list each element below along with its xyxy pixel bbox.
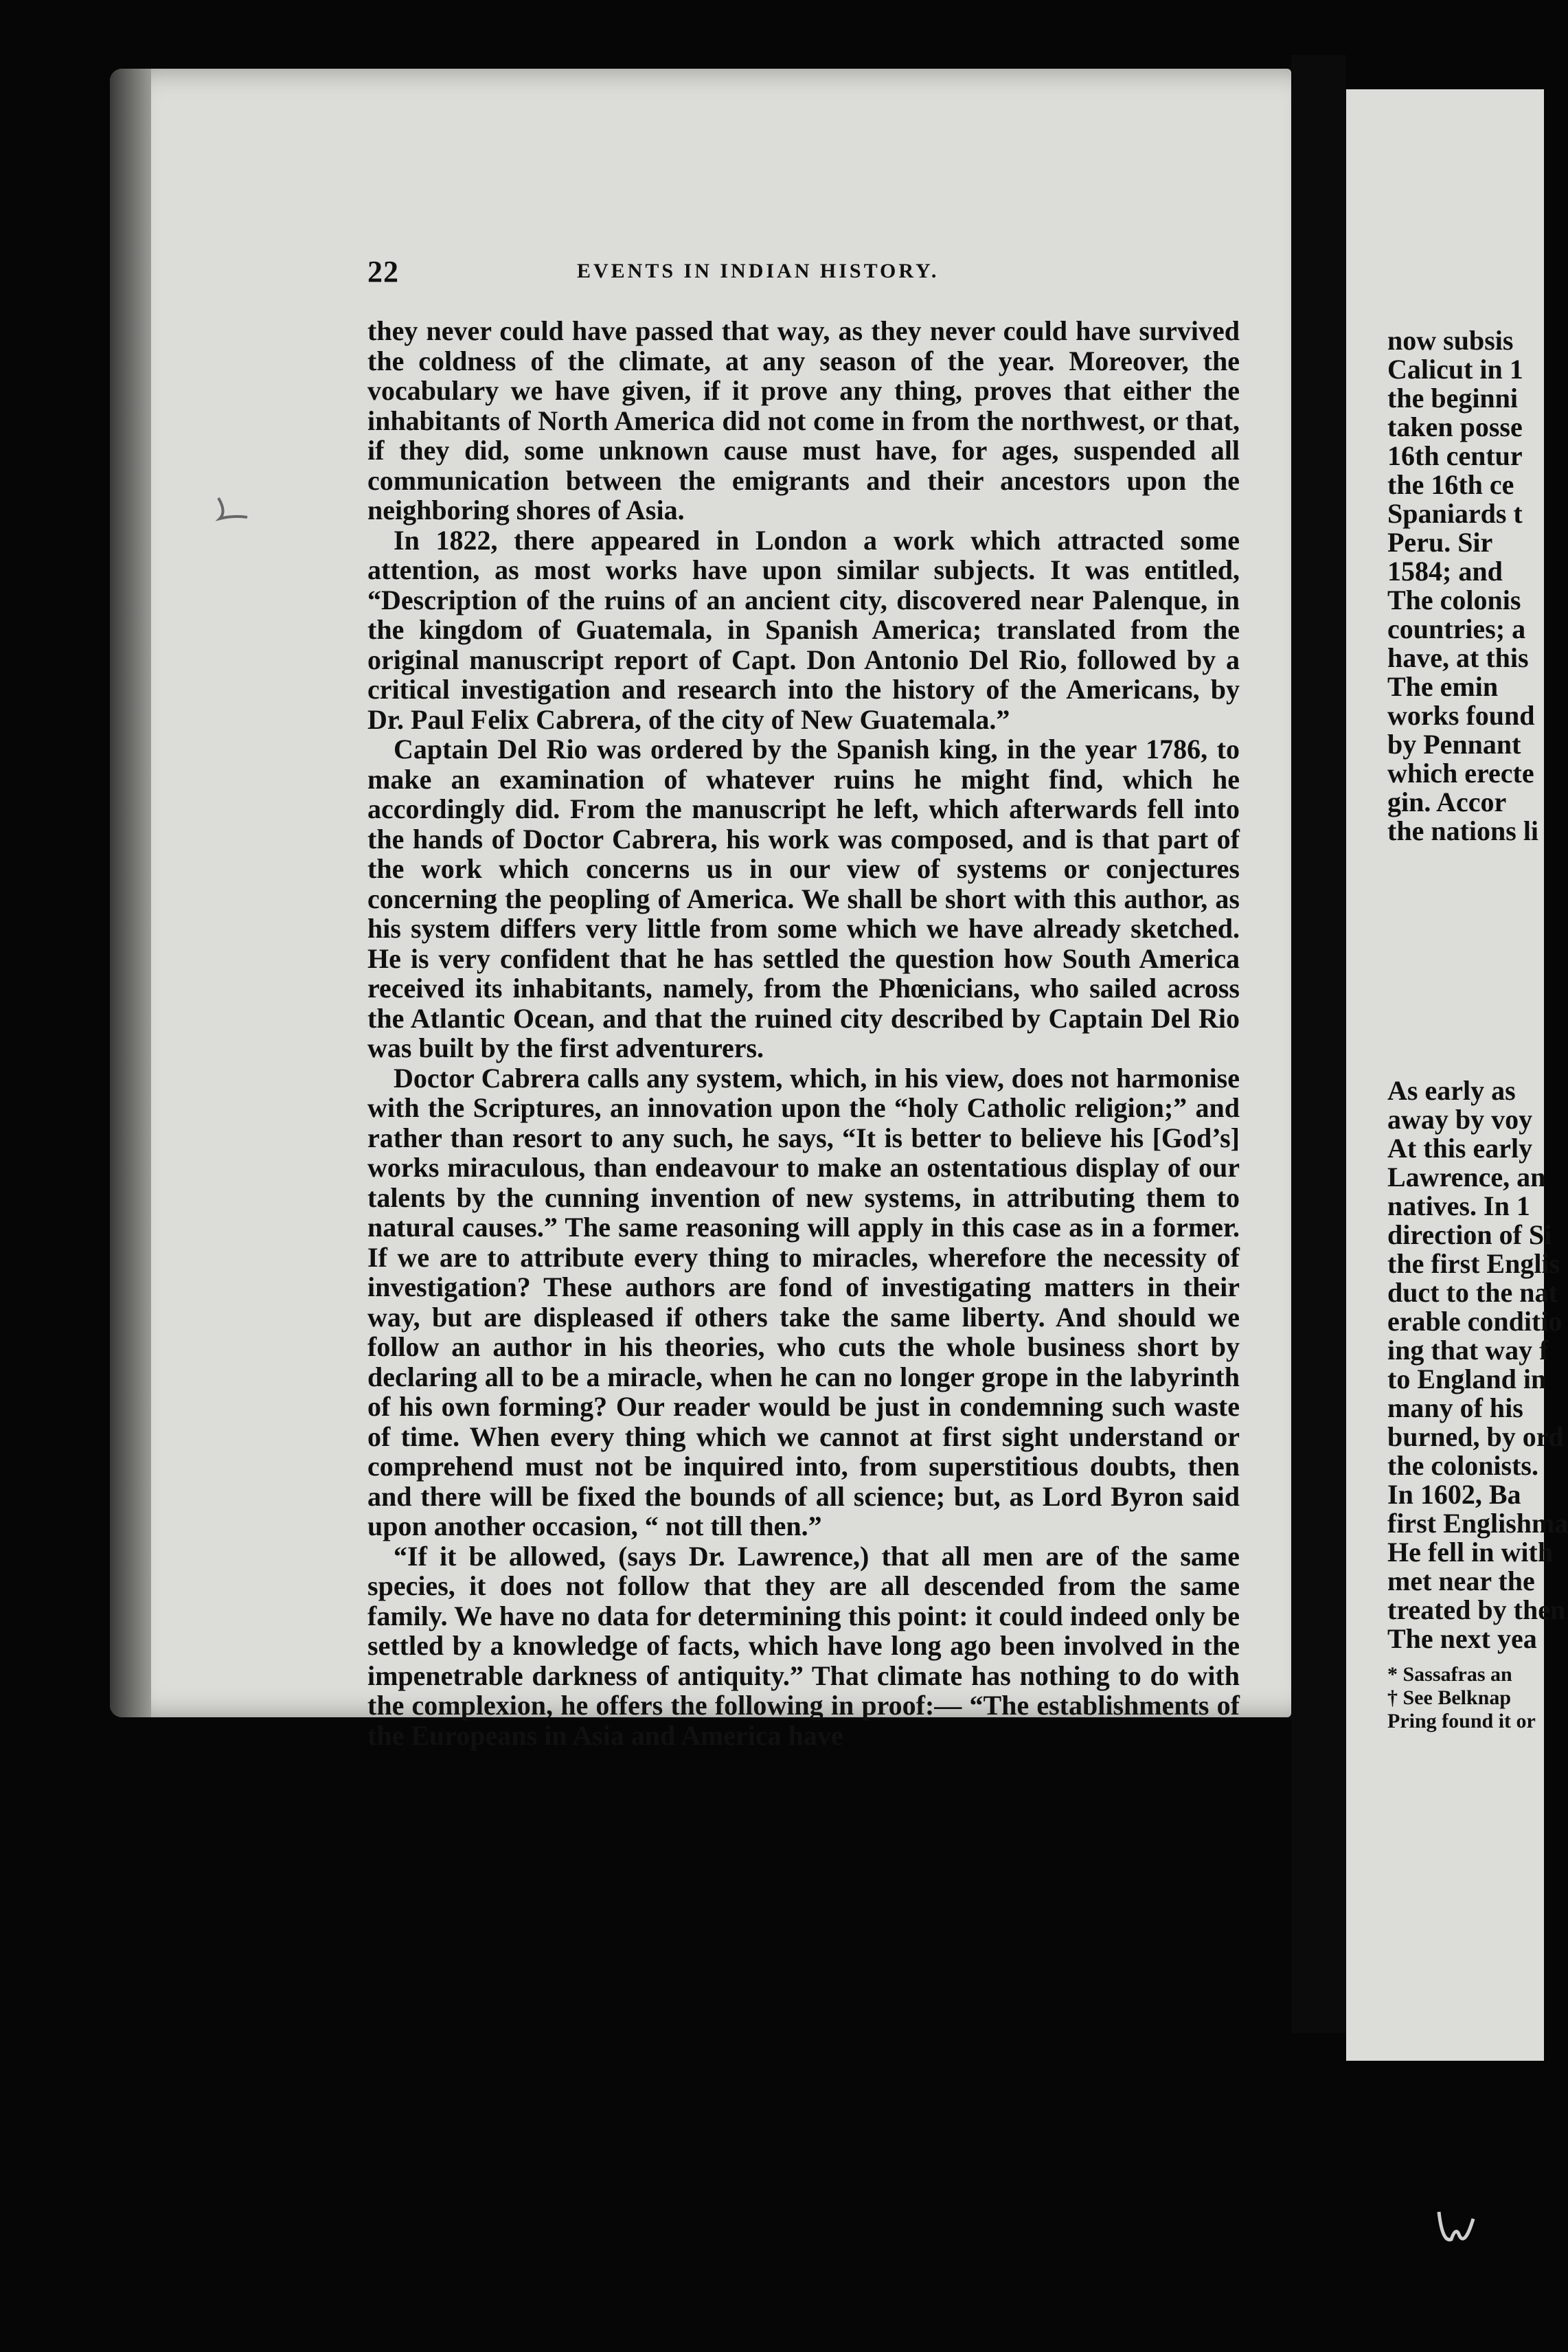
- right-line: the beginni: [1387, 383, 1519, 414]
- right-line: the nations li: [1387, 815, 1539, 846]
- right-line: treated by then: [1387, 1594, 1566, 1625]
- body-text: [367, 316, 1240, 1750]
- right-line: first Englishma: [1387, 1508, 1568, 1539]
- margin-pencil-mark: [213, 491, 254, 525]
- paragraph-2: In 1822, there appeared in London a work which attracted some attention, as most works have upon similar subjects. It was entitled, “Description of the ruins of an ancient city, discovered near Palenque, in the kingdom of Guatemala, in Spanish America; translated from the original manuscript report of Capt. Don Antonio Del Rio, followed by a critical investigation and research into the history of the Americans, by Dr. Paul Felix Cabrera, of the city of New Guatemala.”: [367, 524, 1240, 735]
- right-line: works found: [1387, 700, 1535, 731]
- right-line: natives. In 1: [1387, 1190, 1530, 1221]
- right-line: Peru. Sir: [1387, 527, 1493, 558]
- right-line: Lawrence, an: [1387, 1162, 1546, 1192]
- page-number: 22: [367, 255, 399, 289]
- right-line: the 16th ce: [1387, 469, 1514, 500]
- right-line: The colonis: [1387, 585, 1521, 615]
- right-lines-bottom: [1387, 1075, 1568, 1654]
- right-line: The emin: [1387, 671, 1499, 702]
- footnote: * Sassafras an: [1387, 1663, 1512, 1686]
- right-lines-top: [1387, 326, 1552, 846]
- footnote: Pring found it or: [1387, 1710, 1536, 1732]
- right-line: now subsis: [1387, 325, 1514, 356]
- right-page-column: [1387, 325, 1568, 1733]
- right-line: many of his: [1387, 1392, 1523, 1423]
- right-line: ing that way f: [1387, 1335, 1549, 1366]
- right-line: Calicut in 1: [1387, 354, 1523, 385]
- right-line: duct to the nat: [1387, 1277, 1558, 1308]
- paragraph-1: they never could have passed that way, as they never could have survived the coldness of the climate, at any season of the year. Moreover, the vocabulary we have given, if it prove any thing, proves that either the inhabitants of North America did not come in from the northwest, or that, if they did, some unknown cause must have, for ages, suspended all communication between the emigrants and their ancestors upon the neighboring shores of Asia.: [367, 315, 1240, 525]
- running-head: EVENTS IN INDIAN HISTORY.: [577, 260, 940, 282]
- right-line: At this early: [1387, 1133, 1533, 1164]
- right-line: the colonists.: [1387, 1450, 1538, 1481]
- footnote: † See Belknap: [1387, 1686, 1512, 1709]
- handwritten-mark-icon: [1432, 2205, 1487, 2253]
- right-line: which erecte: [1387, 758, 1534, 789]
- right-line: In 1602, Ba: [1387, 1479, 1521, 1510]
- right-line: burned, by ord: [1387, 1421, 1564, 1452]
- footnotes: [1387, 1663, 1552, 1733]
- right-line: direction of Si: [1387, 1219, 1552, 1250]
- right-line: erable conditio: [1387, 1306, 1563, 1337]
- paragraph-3: Captain Del Rio was ordered by the Spanish king, in the year 1786, to make an examination of whatever ruins he might find, which he accordingly did. From the manuscript he left, which afterwards fell into the hands of Doctor Cabrera, his work was composed, and is that part of the work which concerns us in our view of systems or conjectures concerning the peopling of America. We shall be short with this author, as his system differs very little from some which we have already sketched. He is very confident that he has settled the question how South America received its inhabitants, namely, from the Phœnicians, who sailed across the Atlantic Ocean, and that the ruined city described by Captain Del Rio was built by the first adventurers.: [367, 734, 1240, 1063]
- right-line: The next yea: [1387, 1623, 1537, 1654]
- right-line: As early as: [1387, 1075, 1516, 1106]
- right-line: by Pennant: [1387, 729, 1521, 760]
- right-line: to England in: [1387, 1364, 1547, 1394]
- book-gutter: [1291, 55, 1346, 2033]
- right-line: the first Englis: [1387, 1248, 1560, 1279]
- paragraph-5: “If it be allowed, (says Dr. Lawrence,) that all men are of the same species, it does not follow that they are all descended from the same family. We have no data for determining this point: it could indeed only be settled by a knowledge of facts, which have long ago been involved in the impenetrable darkness of antiquity.” That climate has nothing to do with the complexion, he offers the following in proof:— “The establishments of the Europeans in Asia and America have: [367, 1540, 1240, 1751]
- right-line: 1584; and: [1387, 556, 1503, 587]
- right-line: gin. Accor: [1387, 787, 1507, 817]
- right-line: away by voy: [1387, 1104, 1533, 1135]
- right-line: met near the: [1387, 1565, 1535, 1596]
- right-line: He fell in with: [1387, 1537, 1554, 1568]
- paragraph-4: Doctor Cabrera calls any system, which, in his view, does not harmonise with the Scriptures, an innovation upon the “holy Catholic religion;” and rather than resort to any such, he says, “It is better to believe his [God’s] works miraculous, than endeavour to make an ostentatious display of our talents by the cunning invention of new systems, in attributing them to natural causes.” The same reasoning will apply in this case as in a former. If we are to attribute every thing to miracles, wherefore the necessity of investigation? These authors are fond of investigating matters in their way, but are displeased if others take the same liberty. And should we follow an author in his theories, who cuts the whole business short by declaring all to be a miracle, when he can no longer grope in the labyrinth of his own forming? Our reader would be just in condemning such waste of time. When every thing which we cannot at first sight understand or comprehend must not be inquired into, from superstitious doubts, then and there will be fixed the bounds of all science; but, as Lord Byron said upon another occasion, “ not till then.”: [367, 1062, 1240, 1541]
- right-line: countries; a: [1387, 613, 1526, 644]
- right-line: 16th centur: [1387, 440, 1523, 471]
- bleed-through-gap: [1387, 846, 1552, 1076]
- right-line: taken posse: [1387, 411, 1523, 442]
- right-line: have, at this: [1387, 642, 1529, 673]
- page-header: [367, 254, 1264, 295]
- right-line: Spaniards t: [1387, 498, 1523, 529]
